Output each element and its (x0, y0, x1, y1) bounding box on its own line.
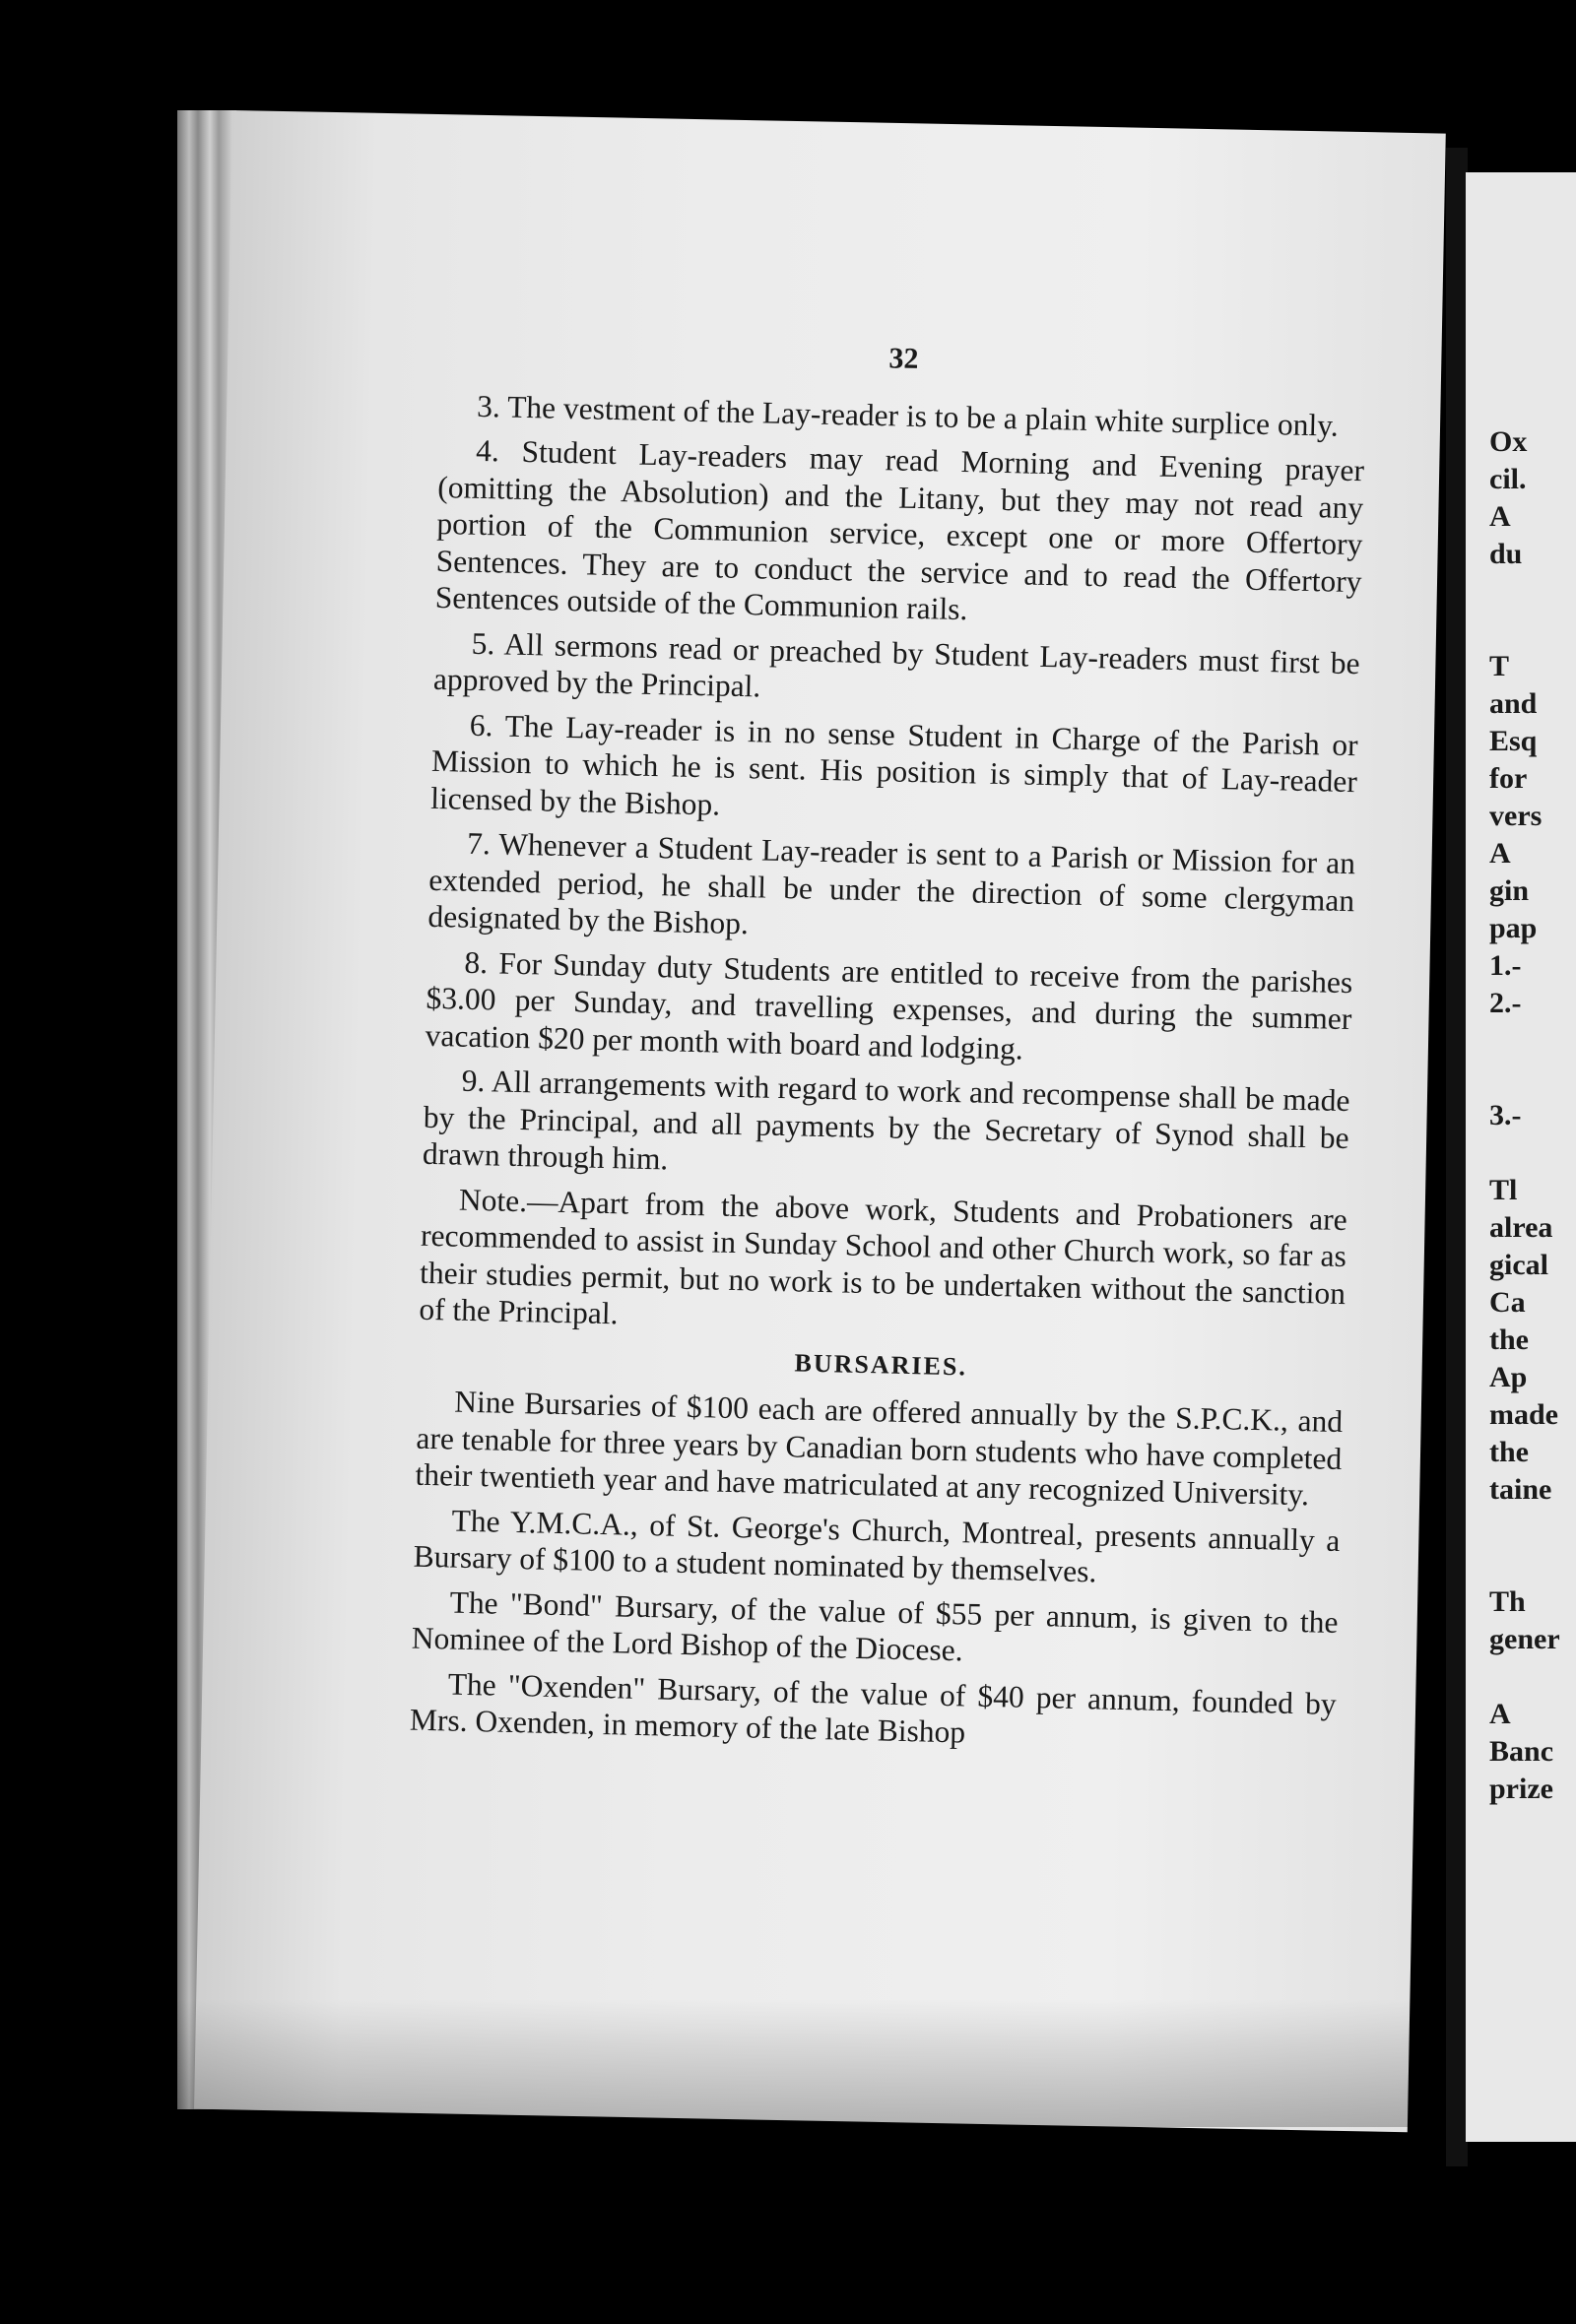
right-fragment: A (1489, 1698, 1511, 1730)
right-fragment: the (1489, 1323, 1529, 1356)
right-fragment: prize (1489, 1773, 1553, 1805)
rule-paragraph: 9. All arrangements with regard to work and recompense shall be made by the Principal, and all payments by the Secretary of Synod shall be drawn through him. (422, 1063, 1350, 1177)
right-page-text (1489, 423, 1576, 1808)
right-fragment: T (1489, 650, 1510, 682)
rule-paragraph: 8. For Sunday duty Students are entitled to receive from the parishes $3.00 per Sunday, and travelling expenses, and during the summer vacation $20 per month with board and lodging. (425, 944, 1353, 1066)
rule-paragraph: 4. Student Lay-readers may read Morning and Evening prayer (omitting the Absolution) and the Litany, but they may not read any portion of the Communion service, except one or more Offertory Sentences. They are to conduct the service and to read the Offertory Sentences outside of the Communion rails. (434, 432, 1365, 627)
right-fragment (1489, 611, 1576, 648)
right-fragment: alrea (1489, 1211, 1553, 1244)
note-paragraph: Note.—Apart from the above work, Students and Probationers are recommended to assist in Sunday School and other Church work, so far as their studies permit, but no work is to be undertaken without the sanction of the Principal. (419, 1182, 1348, 1331)
right-fragment: pap (1489, 912, 1538, 944)
rule-paragraph: 5. All sermons read or preached by Student Lay-readers must first be approved by the Principal. (432, 625, 1360, 704)
right-fragment: Tl (1489, 1174, 1518, 1206)
right-fragment: vers (1489, 800, 1543, 832)
page-number: 32 (888, 342, 919, 375)
right-fragment: Ox (1489, 425, 1528, 458)
right-fragment: for (1489, 762, 1528, 795)
rule-paragraph: 6. The Lay-reader is in no sense Student in Charge of the Parish or Mission to which he is sent. His position is simply that of Lay-reader licensed by the Bishop. (429, 707, 1359, 822)
right-fragment: 2.- (1489, 987, 1522, 1019)
right-fragment: and (1489, 687, 1538, 720)
right-fragment: gical (1489, 1249, 1548, 1281)
left-page-text (409, 330, 1366, 1767)
right-fragment: Th (1489, 1585, 1526, 1618)
bursary-paragraph: The "Oxenden" Bursary, of the value of $40 per annum, founded by Mrs. Oxenden, in memory of the late Bishop (409, 1666, 1337, 1750)
right-fragment: gener (1489, 1623, 1560, 1655)
right-fragment (1489, 1060, 1576, 1097)
right-fragment: Ca (1489, 1286, 1526, 1319)
right-fragment (1489, 1509, 1576, 1546)
right-fragment: Esq (1489, 725, 1538, 757)
right-fragment: cil. (1489, 463, 1527, 495)
right-fragment: gin (1489, 874, 1530, 907)
right-fragment (1489, 573, 1576, 611)
right-fragment (1489, 1134, 1576, 1172)
bursary-paragraph: The "Bond" Bursary, of the value of $55 per annum, is given to the Nominee of the Lord Bishop of the Diocese. (411, 1584, 1339, 1668)
right-fragment: Ap (1489, 1361, 1528, 1393)
right-fragment: taine (1489, 1473, 1552, 1506)
rule-paragraph: 7. Whenever a Student Lay-reader is sent to a Parish or Mission for an extended period, he shall be under the direction of some clergyman designated by the Bishop. (427, 825, 1356, 941)
right-fragment: A (1489, 500, 1511, 533)
bursary-paragraph: Nine Bursaries of $100 each are offered annually by the S.P.C.K., and are tenable for three years by Canadian born students who have completed their twentieth year and have matriculated at any recognized University. (415, 1384, 1344, 1513)
bursaries-heading: BURSARIES. (794, 1347, 968, 1381)
right-fragment (1489, 1022, 1576, 1060)
book-gutter (1446, 148, 1468, 2166)
page-shadow (177, 1999, 1458, 2127)
right-fragment: du (1489, 538, 1523, 570)
right-fragment: Banc (1489, 1735, 1554, 1768)
right-fragment (1489, 1546, 1576, 1583)
rule-paragraph: 3. The vestment of the Lay-reader is to be a plain white surplice only. (476, 388, 1340, 443)
right-fragment: 1.- (1489, 949, 1522, 982)
right-fragment: A (1489, 837, 1511, 870)
right-fragment (1489, 1658, 1576, 1696)
right-fragment: 3.- (1489, 1099, 1522, 1131)
right-fragment: made (1489, 1398, 1558, 1431)
bursary-paragraph: The Y.M.C.A., of St. George's Church, Montreal, presents annually a Bursary of $100 to a student nominated by themselves. (413, 1503, 1341, 1589)
right-fragment: the (1489, 1436, 1529, 1468)
